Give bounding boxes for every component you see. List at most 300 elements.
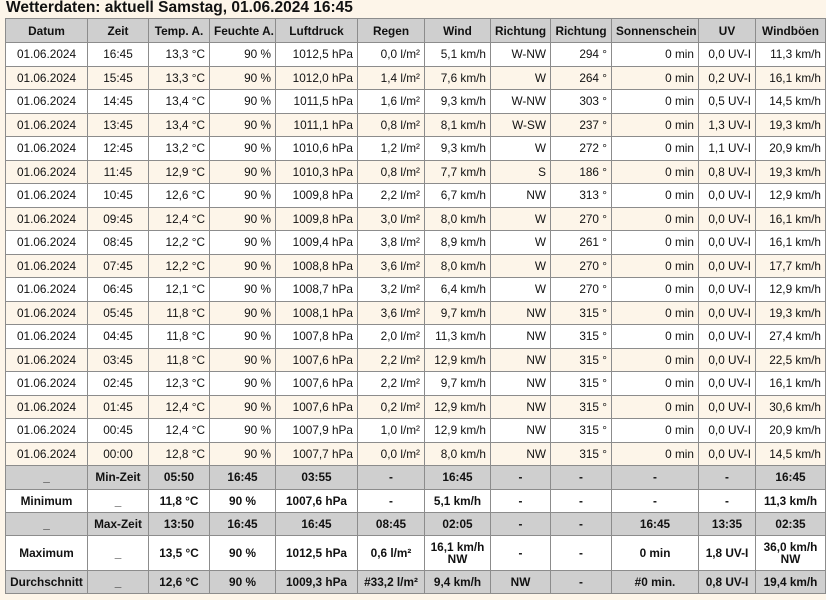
stat-cell: - bbox=[358, 489, 425, 512]
table-cell: 0,0 UV-I bbox=[699, 231, 756, 255]
stat-cell: 16:45 bbox=[756, 466, 826, 489]
table-cell: 1007,9 hPa bbox=[276, 419, 358, 443]
stat-cell: - bbox=[551, 536, 612, 570]
table-cell: 90 % bbox=[210, 254, 276, 278]
column-header[interactable]: Datum bbox=[6, 19, 88, 43]
table-row bbox=[6, 66, 826, 90]
table-cell: 12,3 °C bbox=[149, 372, 210, 396]
table-cell: 90 % bbox=[210, 278, 276, 302]
table-cell: 0 min bbox=[612, 43, 699, 67]
table-cell: 90 % bbox=[210, 348, 276, 372]
table-cell: 90 % bbox=[210, 137, 276, 161]
table-cell: 01.06.2024 bbox=[6, 66, 88, 90]
table-cell: 16,1 km/h bbox=[756, 231, 826, 255]
table-cell: NW bbox=[491, 395, 551, 419]
column-header[interactable]: Richtung bbox=[491, 19, 551, 43]
table-cell: 20,9 km/h bbox=[756, 137, 826, 161]
stat-cell: 9,4 km/h bbox=[425, 570, 491, 593]
stat-cell: 1007,6 hPa bbox=[276, 489, 358, 512]
table-row bbox=[6, 207, 826, 231]
stat-row-min-time bbox=[6, 466, 826, 489]
stat-cell: 19,4 km/h bbox=[756, 570, 826, 593]
table-cell: 8,9 km/h bbox=[425, 231, 491, 255]
table-cell: 90 % bbox=[210, 395, 276, 419]
table-cell: 0,8 l/m² bbox=[358, 113, 425, 137]
table-cell: 8,0 km/h bbox=[425, 442, 491, 466]
table-cell: 0 min bbox=[612, 442, 699, 466]
table-row bbox=[6, 372, 826, 396]
table-cell: 0 min bbox=[612, 325, 699, 349]
table-cell: 1007,6 hPa bbox=[276, 348, 358, 372]
header-row bbox=[6, 19, 826, 43]
table-cell: 01.06.2024 bbox=[6, 278, 88, 302]
stat-cell: Maximum bbox=[6, 536, 88, 570]
table-cell: 11,3 km/h bbox=[756, 43, 826, 67]
table-cell: 90 % bbox=[210, 301, 276, 325]
table-cell: 90 % bbox=[210, 442, 276, 466]
table-cell: W bbox=[491, 137, 551, 161]
stat-cell: 16:45 bbox=[210, 512, 276, 535]
table-cell: 0,0 UV-I bbox=[699, 372, 756, 396]
table-cell: 3,6 l/m² bbox=[358, 254, 425, 278]
table-cell: 0,0 UV-I bbox=[699, 254, 756, 278]
table-cell: 272 ° bbox=[551, 137, 612, 161]
table-cell: S bbox=[491, 160, 551, 184]
table-cell: 1,2 l/m² bbox=[358, 137, 425, 161]
table-cell: NW bbox=[491, 348, 551, 372]
column-header[interactable]: Zeit bbox=[88, 19, 149, 43]
stat-cell: #0 min. bbox=[612, 570, 699, 593]
stat-cell: - bbox=[612, 466, 699, 489]
table-cell: 01.06.2024 bbox=[6, 137, 88, 161]
data-rows bbox=[6, 43, 826, 466]
stat-cell: 5,1 km/h bbox=[425, 489, 491, 512]
table-cell: 3,2 l/m² bbox=[358, 278, 425, 302]
table-cell: 1008,8 hPa bbox=[276, 254, 358, 278]
table-cell: 14,5 km/h bbox=[756, 90, 826, 114]
table-cell: 22,5 km/h bbox=[756, 348, 826, 372]
table-cell: 0 min bbox=[612, 372, 699, 396]
stat-cell: - bbox=[612, 489, 699, 512]
table-cell: 0 min bbox=[612, 301, 699, 325]
table-cell: NW bbox=[491, 184, 551, 208]
table-cell: 0,8 l/m² bbox=[358, 160, 425, 184]
table-cell: 09:45 bbox=[88, 207, 149, 231]
table-cell: 315 ° bbox=[551, 372, 612, 396]
stat-cell: 11,8 °C bbox=[149, 489, 210, 512]
table-cell: 01.06.2024 bbox=[6, 442, 88, 466]
stat-cell: 13:35 bbox=[699, 512, 756, 535]
table-cell: W bbox=[491, 278, 551, 302]
table-cell: 13,4 °C bbox=[149, 113, 210, 137]
table-cell: 30,6 km/h bbox=[756, 395, 826, 419]
table-cell: 270 ° bbox=[551, 207, 612, 231]
stat-direction: NW bbox=[447, 551, 468, 566]
table-cell: 0 min bbox=[612, 113, 699, 137]
table-cell: 01.06.2024 bbox=[6, 207, 88, 231]
stat-cell: 90 % bbox=[210, 489, 276, 512]
table-cell: 5,1 km/h bbox=[425, 43, 491, 67]
table-cell: 20,9 km/h bbox=[756, 419, 826, 443]
table-cell: 1010,3 hPa bbox=[276, 160, 358, 184]
table-cell: 06:45 bbox=[88, 278, 149, 302]
table-cell: W bbox=[491, 207, 551, 231]
stat-row-average bbox=[6, 570, 826, 593]
table-cell: 1,1 UV-I bbox=[699, 137, 756, 161]
table-cell: 90 % bbox=[210, 160, 276, 184]
stat-cell: 1012,5 hPa bbox=[276, 536, 358, 570]
stat-cell: 1,8 UV-I bbox=[699, 536, 756, 570]
table-cell: 11,8 °C bbox=[149, 301, 210, 325]
table-cell: W-SW bbox=[491, 113, 551, 137]
stat-cell: 02:05 bbox=[425, 512, 491, 535]
stat-cell: - bbox=[551, 466, 612, 489]
stat-cell: _ bbox=[6, 466, 88, 489]
table-cell: 12,9 km/h bbox=[425, 395, 491, 419]
table-cell: 1010,6 hPa bbox=[276, 137, 358, 161]
table-cell: 01.06.2024 bbox=[6, 372, 88, 396]
table-cell: 1011,5 hPa bbox=[276, 90, 358, 114]
stat-cell: Max-Zeit bbox=[88, 512, 149, 535]
table-cell: 01.06.2024 bbox=[6, 301, 88, 325]
table-cell: W bbox=[491, 66, 551, 90]
table-cell: 12,2 °C bbox=[149, 231, 210, 255]
column-header[interactable]: Windböen bbox=[756, 19, 826, 43]
table-cell: 0 min bbox=[612, 90, 699, 114]
table-cell: 16,1 km/h bbox=[756, 66, 826, 90]
table-cell: 270 ° bbox=[551, 254, 612, 278]
table-cell: 1009,8 hPa bbox=[276, 207, 358, 231]
table-cell: 6,7 km/h bbox=[425, 184, 491, 208]
table-cell: 13,2 °C bbox=[149, 137, 210, 161]
stat-cell: 08:45 bbox=[358, 512, 425, 535]
table-cell: 01.06.2024 bbox=[6, 184, 88, 208]
table-cell: 0,2 l/m² bbox=[358, 395, 425, 419]
stat-value: 36,0 km/h bbox=[763, 539, 818, 554]
table-row bbox=[6, 395, 826, 419]
stat-row-minimum bbox=[6, 489, 826, 512]
table-row bbox=[6, 325, 826, 349]
table-cell: 0 min bbox=[612, 184, 699, 208]
table-cell: 00:00 bbox=[88, 442, 149, 466]
stat-cell: - bbox=[551, 489, 612, 512]
table-cell: 0 min bbox=[612, 160, 699, 184]
table-cell: 1009,4 hPa bbox=[276, 231, 358, 255]
table-cell: 1007,8 hPa bbox=[276, 325, 358, 349]
table-cell: 19,3 km/h bbox=[756, 160, 826, 184]
table-cell: 12:45 bbox=[88, 137, 149, 161]
stat-cell: 0,8 UV-I bbox=[699, 570, 756, 593]
table-cell: 315 ° bbox=[551, 301, 612, 325]
table-cell: 12,1 °C bbox=[149, 278, 210, 302]
table-row bbox=[6, 231, 826, 255]
table-cell: 17,7 km/h bbox=[756, 254, 826, 278]
table-cell: 11:45 bbox=[88, 160, 149, 184]
stat-cell: - bbox=[491, 536, 551, 570]
table-cell: 0,0 UV-I bbox=[699, 325, 756, 349]
table-row bbox=[6, 278, 826, 302]
stat-cell: 11,3 km/h bbox=[756, 489, 826, 512]
column-header[interactable]: Richtung bbox=[551, 19, 612, 43]
table-row bbox=[6, 254, 826, 278]
table-cell: 0,0 UV-I bbox=[699, 43, 756, 67]
stat-cell: - bbox=[491, 489, 551, 512]
table-cell: 01.06.2024 bbox=[6, 43, 88, 67]
stat-cell: _ bbox=[88, 489, 149, 512]
stat-cell: 0 min bbox=[612, 536, 699, 570]
table-cell: 3,0 l/m² bbox=[358, 207, 425, 231]
table-cell: 16:45 bbox=[88, 43, 149, 67]
table-cell: 315 ° bbox=[551, 348, 612, 372]
table-cell: 9,3 km/h bbox=[425, 90, 491, 114]
table-cell: 7,6 km/h bbox=[425, 66, 491, 90]
stat-cell: NW bbox=[491, 570, 551, 593]
stat-cell: - bbox=[491, 466, 551, 489]
table-cell: 12,4 °C bbox=[149, 207, 210, 231]
table-cell: 11,8 °C bbox=[149, 325, 210, 349]
stat-cell: _ bbox=[88, 536, 149, 570]
table-cell: 13,3 °C bbox=[149, 43, 210, 67]
stat-cell: 13:50 bbox=[149, 512, 210, 535]
table-cell: W-NW bbox=[491, 43, 551, 67]
table-cell: 27,4 km/h bbox=[756, 325, 826, 349]
table-cell: 0 min bbox=[612, 207, 699, 231]
table-cell: 12,9 km/h bbox=[425, 348, 491, 372]
table-cell: 14,5 km/h bbox=[756, 442, 826, 466]
table-cell: 1011,1 hPa bbox=[276, 113, 358, 137]
stat-cell: 90 % bbox=[210, 536, 276, 570]
table-cell: 8,1 km/h bbox=[425, 113, 491, 137]
table-cell: 0,0 UV-I bbox=[699, 301, 756, 325]
table-cell: 0,0 UV-I bbox=[699, 348, 756, 372]
table-cell: 19,3 km/h bbox=[756, 113, 826, 137]
table-cell: 01.06.2024 bbox=[6, 254, 88, 278]
stat-cell: 05:50 bbox=[149, 466, 210, 489]
table-cell: W bbox=[491, 254, 551, 278]
table-cell: 1,6 l/m² bbox=[358, 90, 425, 114]
table-cell: 0,0 UV-I bbox=[699, 184, 756, 208]
table-cell: 9,7 km/h bbox=[425, 301, 491, 325]
table-cell: 90 % bbox=[210, 43, 276, 67]
table-cell: 8,0 km/h bbox=[425, 254, 491, 278]
table-cell: 1009,8 hPa bbox=[276, 184, 358, 208]
table-cell: 90 % bbox=[210, 90, 276, 114]
stat-cell: - bbox=[491, 512, 551, 535]
stat-row-max-time bbox=[6, 512, 826, 535]
table-cell: 303 ° bbox=[551, 90, 612, 114]
table-cell: 2,2 l/m² bbox=[358, 348, 425, 372]
table-cell: 0,2 UV-I bbox=[699, 66, 756, 90]
table-cell: 0 min bbox=[612, 419, 699, 443]
table-cell: 313 ° bbox=[551, 184, 612, 208]
table-cell: 12,9 km/h bbox=[756, 278, 826, 302]
column-header[interactable]: Wind bbox=[425, 19, 491, 43]
stat-cell bbox=[425, 536, 491, 570]
stat-cell: - bbox=[358, 466, 425, 489]
table-cell: 12,8 °C bbox=[149, 442, 210, 466]
table-cell: 01.06.2024 bbox=[6, 160, 88, 184]
table-cell: 01.06.2024 bbox=[6, 395, 88, 419]
table-row bbox=[6, 160, 826, 184]
table-cell: 90 % bbox=[210, 419, 276, 443]
table-cell: 270 ° bbox=[551, 278, 612, 302]
table-row bbox=[6, 184, 826, 208]
table-cell: 1008,1 hPa bbox=[276, 301, 358, 325]
stat-cell: 90 % bbox=[210, 570, 276, 593]
stat-cell: 13,5 °C bbox=[149, 536, 210, 570]
table-cell: 3,6 l/m² bbox=[358, 301, 425, 325]
table-cell: 05:45 bbox=[88, 301, 149, 325]
table-cell: 14:45 bbox=[88, 90, 149, 114]
stat-cell: - bbox=[551, 512, 612, 535]
table-cell: 1012,5 hPa bbox=[276, 43, 358, 67]
table-cell: 90 % bbox=[210, 66, 276, 90]
stat-cell: 16:45 bbox=[276, 512, 358, 535]
table-cell: 15:45 bbox=[88, 66, 149, 90]
stat-cell: - bbox=[699, 466, 756, 489]
stat-cell: 1009,3 hPa bbox=[276, 570, 358, 593]
table-row bbox=[6, 442, 826, 466]
table-cell: 2,2 l/m² bbox=[358, 184, 425, 208]
table-cell: NW bbox=[491, 301, 551, 325]
stat-cell: Min-Zeit bbox=[88, 466, 149, 489]
table-cell: 2,2 l/m² bbox=[358, 372, 425, 396]
stat-cell: _ bbox=[6, 512, 88, 535]
stat-cell: #33,2 l/m² bbox=[358, 570, 425, 593]
table-cell: 00:45 bbox=[88, 419, 149, 443]
table-cell: W-NW bbox=[491, 90, 551, 114]
table-cell: 19,3 km/h bbox=[756, 301, 826, 325]
table-cell: 01.06.2024 bbox=[6, 90, 88, 114]
table-cell: 7,7 km/h bbox=[425, 160, 491, 184]
column-header[interactable]: Feuchte A. bbox=[210, 19, 276, 43]
table-cell: 13:45 bbox=[88, 113, 149, 137]
table-cell: 12,9 °C bbox=[149, 160, 210, 184]
stat-cell: 0,6 l/m² bbox=[358, 536, 425, 570]
table-cell: 12,4 °C bbox=[149, 395, 210, 419]
stat-value-with-direction bbox=[431, 541, 485, 565]
table-cell: 13,3 °C bbox=[149, 66, 210, 90]
table-cell: W bbox=[491, 231, 551, 255]
table-cell: 01.06.2024 bbox=[6, 231, 88, 255]
table-cell: 01.06.2024 bbox=[6, 325, 88, 349]
stat-cell: 03:55 bbox=[276, 466, 358, 489]
table-cell: 186 ° bbox=[551, 160, 612, 184]
table-cell: 0,8 UV-I bbox=[699, 160, 756, 184]
table-cell: 01.06.2024 bbox=[6, 348, 88, 372]
table-cell: 261 ° bbox=[551, 231, 612, 255]
column-header[interactable]: Sonnenschein bbox=[612, 19, 699, 43]
table-cell: NW bbox=[491, 442, 551, 466]
table-cell: 0 min bbox=[612, 395, 699, 419]
stat-cell: Durchschnitt bbox=[6, 570, 88, 593]
stat-cell: 16:45 bbox=[425, 466, 491, 489]
table-cell: 2,0 l/m² bbox=[358, 325, 425, 349]
table-cell: 1012,0 hPa bbox=[276, 66, 358, 90]
table-cell: 11,3 km/h bbox=[425, 325, 491, 349]
table-cell: 0,0 UV-I bbox=[699, 395, 756, 419]
table-cell: 0 min bbox=[612, 348, 699, 372]
table-cell: 0 min bbox=[612, 231, 699, 255]
table-cell: 0 min bbox=[612, 278, 699, 302]
table-cell: 01.06.2024 bbox=[6, 419, 88, 443]
table-cell: 1007,6 hPa bbox=[276, 395, 358, 419]
column-header[interactable]: UV bbox=[699, 19, 756, 43]
table-cell: 16,1 km/h bbox=[756, 372, 826, 396]
table-cell: 0,5 UV-I bbox=[699, 90, 756, 114]
table-cell: 315 ° bbox=[551, 442, 612, 466]
table-cell: 10:45 bbox=[88, 184, 149, 208]
table-cell: 90 % bbox=[210, 207, 276, 231]
stat-cell: 16:45 bbox=[612, 512, 699, 535]
table-cell: NW bbox=[491, 372, 551, 396]
table-cell: 03:45 bbox=[88, 348, 149, 372]
table-cell: 12,4 °C bbox=[149, 419, 210, 443]
table-cell: 90 % bbox=[210, 325, 276, 349]
table-cell: 0,0 UV-I bbox=[699, 442, 756, 466]
stat-cell: 12,6 °C bbox=[149, 570, 210, 593]
table-cell: 237 ° bbox=[551, 113, 612, 137]
table-cell: 0 min bbox=[612, 254, 699, 278]
table-cell: 90 % bbox=[210, 184, 276, 208]
table-cell: 13,4 °C bbox=[149, 90, 210, 114]
table-cell: 1008,7 hPa bbox=[276, 278, 358, 302]
table-cell: 12,2 °C bbox=[149, 254, 210, 278]
table-cell: 01:45 bbox=[88, 395, 149, 419]
table-cell: 90 % bbox=[210, 113, 276, 137]
table-cell: 294 ° bbox=[551, 43, 612, 67]
table-cell: 1,3 UV-I bbox=[699, 113, 756, 137]
table-row bbox=[6, 419, 826, 443]
table-cell: 11,8 °C bbox=[149, 348, 210, 372]
table-cell: 08:45 bbox=[88, 231, 149, 255]
table-cell: 3,8 l/m² bbox=[358, 231, 425, 255]
table-cell: 0,0 l/m² bbox=[358, 442, 425, 466]
stat-cell bbox=[756, 536, 826, 570]
stat-cell: 02:35 bbox=[756, 512, 826, 535]
table-cell: 264 ° bbox=[551, 66, 612, 90]
table-cell: 01.06.2024 bbox=[6, 113, 88, 137]
table-cell: 07:45 bbox=[88, 254, 149, 278]
table-cell: 90 % bbox=[210, 372, 276, 396]
table-cell: 1,4 l/m² bbox=[358, 66, 425, 90]
column-header[interactable]: Temp. A. bbox=[149, 19, 210, 43]
weather-table bbox=[5, 18, 826, 594]
table-cell: 12,9 km/h bbox=[756, 184, 826, 208]
stat-value: 16,1 km/h bbox=[430, 539, 485, 554]
table-cell: 315 ° bbox=[551, 419, 612, 443]
stat-cell: _ bbox=[88, 570, 149, 593]
table-cell: 6,4 km/h bbox=[425, 278, 491, 302]
column-header[interactable]: Luftdruck bbox=[276, 19, 358, 43]
table-cell: 12,9 km/h bbox=[425, 419, 491, 443]
table-row bbox=[6, 137, 826, 161]
table-cell: NW bbox=[491, 325, 551, 349]
table-cell: 8,0 km/h bbox=[425, 207, 491, 231]
table-cell: 0 min bbox=[612, 66, 699, 90]
table-row bbox=[6, 90, 826, 114]
stat-value-with-direction bbox=[764, 541, 818, 565]
table-cell: 0,0 UV-I bbox=[699, 207, 756, 231]
table-cell: 0,0 UV-I bbox=[699, 419, 756, 443]
column-header[interactable]: Regen bbox=[358, 19, 425, 43]
stat-direction: NW bbox=[780, 551, 801, 566]
stat-row-maximum bbox=[6, 536, 826, 570]
table-cell: 9,7 km/h bbox=[425, 372, 491, 396]
table-cell: 315 ° bbox=[551, 395, 612, 419]
stat-cell: - bbox=[551, 570, 612, 593]
stat-cell: - bbox=[699, 489, 756, 512]
